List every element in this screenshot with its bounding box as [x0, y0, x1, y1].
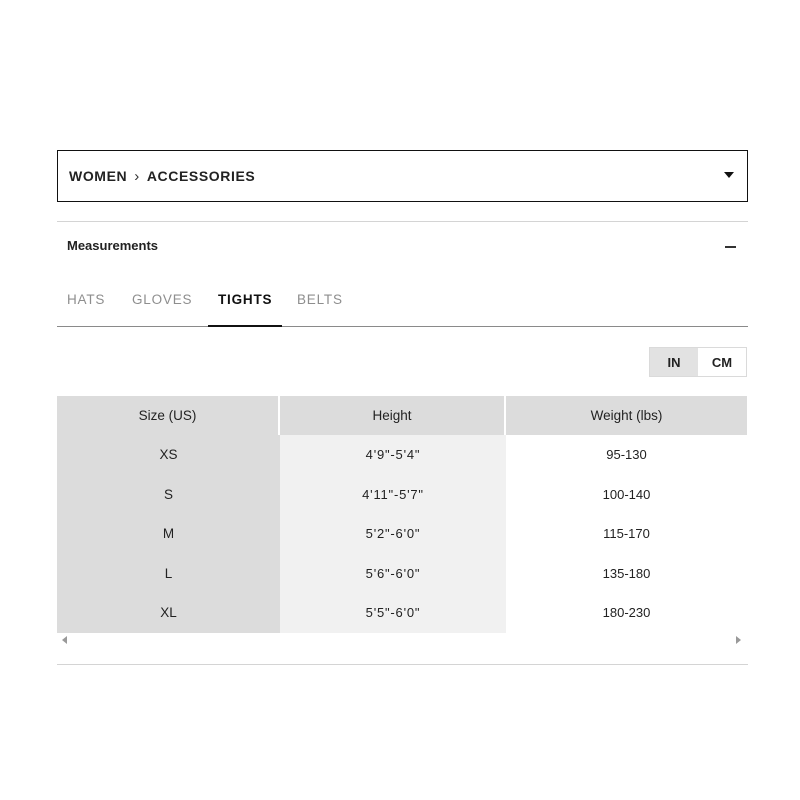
- table-row: [57, 475, 747, 515]
- unit-toggle: [649, 347, 747, 377]
- weight-cell: 115-170: [506, 514, 747, 554]
- table-row: [57, 435, 747, 475]
- height-cell: 5'2"-6'0": [280, 514, 506, 554]
- unit-in-button[interactable]: IN: [650, 348, 698, 376]
- measurements-title: Measurements: [67, 238, 159, 253]
- minus-icon[interactable]: [725, 246, 736, 248]
- tab-belts[interactable]: BELTS: [297, 292, 343, 307]
- table-row: [57, 593, 747, 633]
- tab-gloves[interactable]: GLOVES: [132, 292, 193, 307]
- breadcrumb-separator: ›: [134, 167, 140, 185]
- header-height: Height: [280, 396, 506, 435]
- size-cell: L: [57, 554, 280, 594]
- unit-cm-button[interactable]: CM: [711, 354, 733, 370]
- weight-cell: 95-130: [506, 435, 747, 475]
- weight-cell: 180-230: [506, 593, 747, 633]
- size-cell: S: [57, 475, 280, 515]
- breadcrumb-women: WOMEN: [69, 168, 128, 184]
- divider: [57, 664, 748, 665]
- size-cell: XS: [57, 435, 280, 475]
- weight-cell: 135-180: [506, 554, 747, 594]
- table-row: [57, 554, 747, 594]
- height-cell: 4'11"-5'7": [280, 475, 506, 515]
- caret-down-icon[interactable]: [724, 172, 734, 178]
- header-weight: Weight (lbs): [506, 396, 747, 435]
- size-cell: M: [57, 514, 280, 554]
- size-cell: XL: [57, 593, 280, 633]
- scroll-right-icon[interactable]: [736, 636, 741, 644]
- category-tabs: [57, 282, 748, 327]
- table-header-row: [57, 396, 747, 435]
- category-dropdown[interactable]: [57, 150, 748, 202]
- table-row: [57, 514, 747, 554]
- weight-cell: 100-140: [506, 475, 747, 515]
- tab-hats[interactable]: HATS: [67, 292, 106, 307]
- header-size: Size (US): [57, 396, 280, 435]
- breadcrumb-accessories: ACCESSORIES: [146, 168, 256, 184]
- tab-tights[interactable]: TIGHTS: [218, 292, 272, 326]
- scroll-left-icon[interactable]: [62, 636, 67, 644]
- divider: [57, 221, 748, 222]
- height-cell: 5'5"-6'0": [280, 593, 506, 633]
- height-cell: 5'6"-6'0": [280, 554, 506, 594]
- size-table: [57, 396, 747, 633]
- height-cell: 4'9"-5'4": [280, 435, 506, 475]
- horizontal-scrollbar[interactable]: [57, 632, 747, 650]
